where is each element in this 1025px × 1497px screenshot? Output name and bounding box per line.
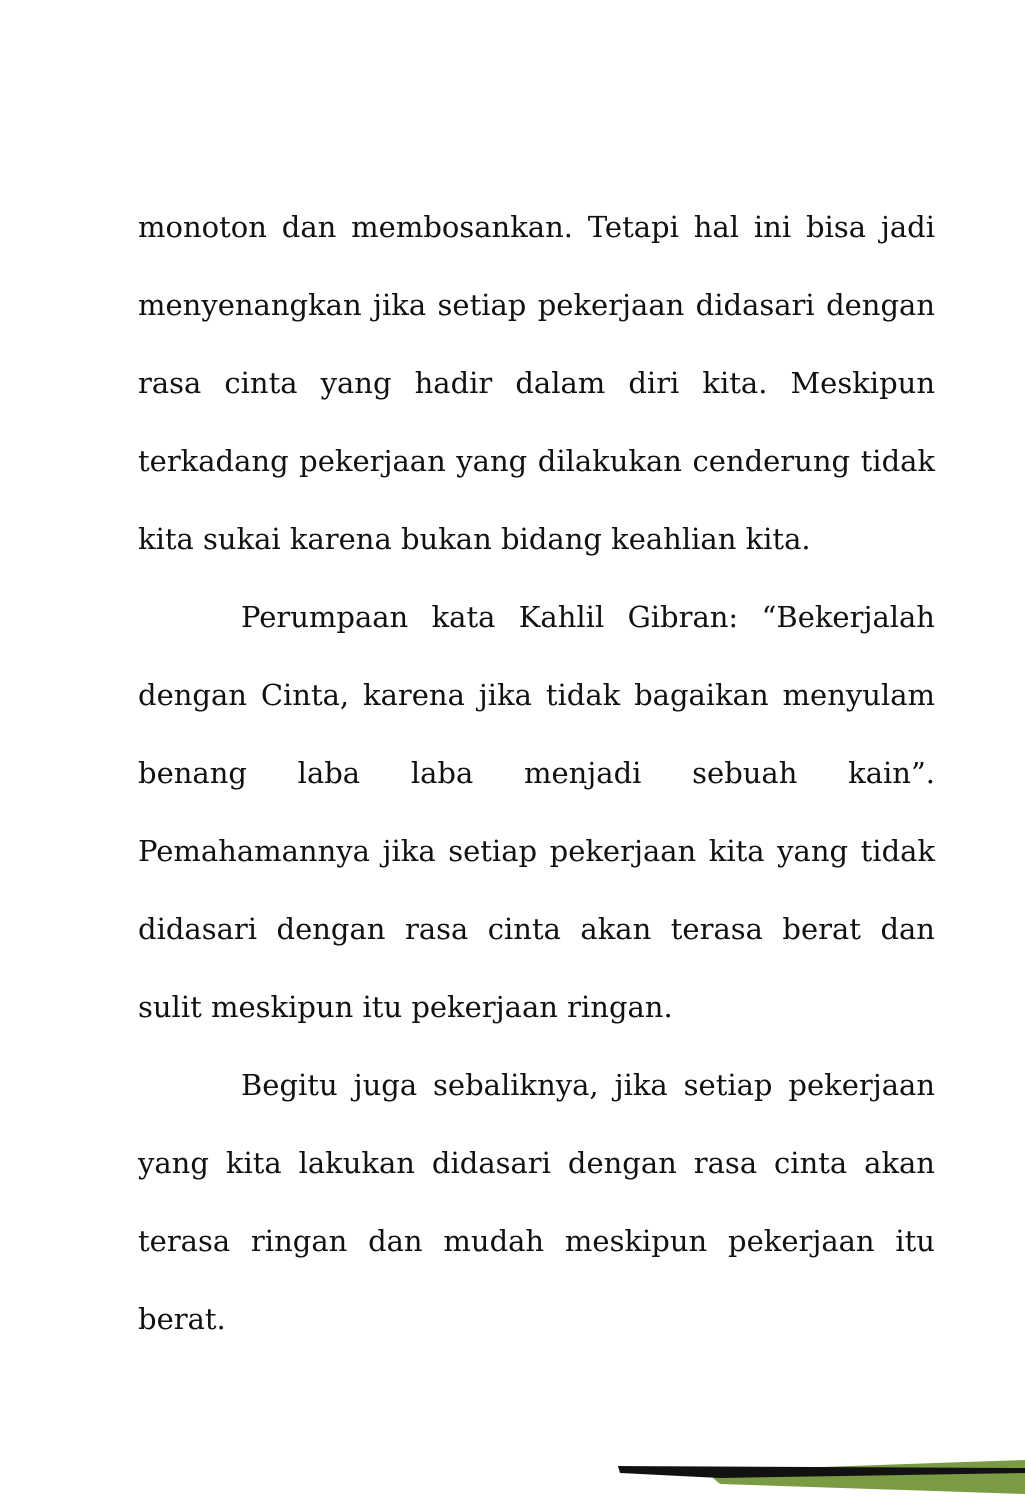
paragraph-continuation: monoton dan membosankan. Tetapi hal ini bisa jadi menyenangkan jika setiap pekerjaan didasari dengan rasa cinta yang hadir dalam diri kita. Meskipun terkadang pekerjaan yang dilakukan cenderung tidak kita sukai karena bukan bidang keahlian kita. [138,210,935,556]
paragraph-gibran-quote: Perumpaan kata Kahlil Gibran: “Bekerjalah dengan Cinta, karena jika tidak bagaikan menyulam benang laba laba menjadi sebuah kain”. Pemahamannya jika setiap pekerjaan kita yang tidak didasari dengan rasa cinta akan terasa berat dan sulit meskipun itu pekerjaan ringan. [138,600,935,1024]
body-text [138,188,935,1358]
footer-decoration [610,1458,1025,1497]
paragraph-conversely: Begitu juga sebaliknya, jika setiap pekerjaan yang kita lakukan didasari dengan rasa cinta akan terasa ringan dan mudah meskipun pekerjaan itu berat. [138,1068,935,1336]
